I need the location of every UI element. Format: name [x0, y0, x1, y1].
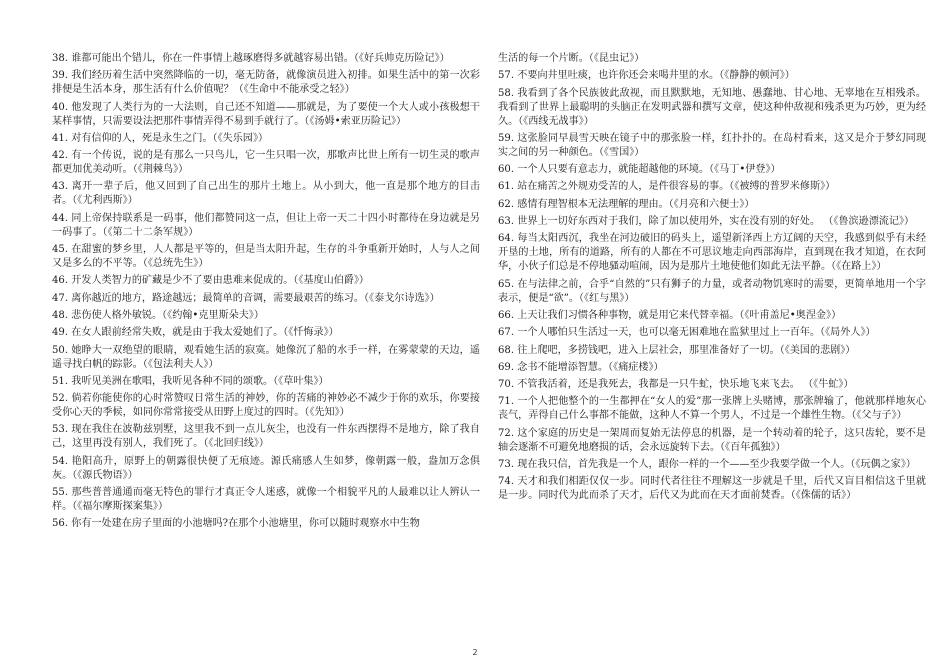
quote-entry: 51. 我听见美洲在歌唱，我听见各种不同的颂歌。（《草叶集》） — [52, 375, 329, 387]
quote-entry: 74. 天才和我们相距仅仅一步。同时代者往往不理解这一步就是千里，后代又盲目相信这千里就是一步。同时代为此而杀了天才，后代又为此而在天才面前焚香。（《侏儒的话》） — [498, 476, 926, 502]
right-column — [498, 52, 926, 507]
quote-entry: 53. 现在我住在波勒兹别墅，这里我不到一点儿灰尘，也没有一件东西摆得不是地方，除了我自己，这里再没有别人，我们死了。（《北回归线》） — [52, 424, 480, 450]
quote-entry: 60. 一个人只要有意志力，就能超越他的环境。（《马丁•伊登》） — [498, 164, 781, 176]
quote-entry: 65. 在与法律之前，合乎“自然的”只有狮子的力量，或者动物饥寒时的需要，更简单地用一个字表示，便是“欲”。（《红与黑》） — [498, 278, 926, 304]
quote-entry: 45. 在甜蜜的梦乡里，人人都是平等的，但是当太阳升起，生存的斗争重新开始时，人与人之间又是多么的不平等。（《总统先生》） — [52, 244, 480, 270]
quote-entry: 39. 我们经历着生活中突然降临的一切，毫无防备，就像演员进入初排。如果生活中的第一次彩排便是生活本身，那生活有什么价值呢？（《生命中不能承受之轻》） — [52, 70, 480, 96]
quote-entry: 47. 离你越近的地方，路途越远；最简单的音调，需要最艰苦的练习。（《泰戈尔诗选》） — [52, 292, 440, 304]
quote-entry: 56. 你有一处建在房子里面的小池塘吗?在那个小池塘里，你可以随时观察水中生物 — [52, 518, 420, 530]
quote-entry: 70. 不管我活着，还是我死去，我都是一只牛虻，快乐地飞来飞去。 （《牛虻》） — [498, 379, 854, 391]
quote-entry: 72. 这个家庭的历史是一架周而复始无法停息的机器，是一个转动着的轮子，这只齿轮，要不是轴会逐渐不可避免地磨损的话，会永远旋转下去。（《百年孤独》） — [498, 427, 926, 453]
quote-entry: 63. 世界上一切好东西对于我们，除了加以使用外，实在没有别的好处。 （《鲁滨逊漂流记》） — [498, 216, 915, 228]
quote-entry: 48. 悲伤使人格外敏锐。（《约翰•克里斯朵夫》） — [52, 309, 264, 321]
quote-entry: 52. 倘若你能使你的心时常赞叹日常生活的神妙，你的苦痛的神妙必不减少于你的欢乐，你要接受你心天的季候，如同你常常接受从田野上度过的四时。（《先知》） — [52, 393, 480, 419]
quote-entry: 44. 同上帝保持联系是一码事，他们都赞同这一点，但让上帝一天二十四小时都待在身边就是另一码事了。（《第二十二条军规》） — [52, 212, 480, 238]
quote-entry: 61. 站在痛苦之外规劝受苦的人，是件很容易的事。（《被缚的普罗米修斯》） — [498, 181, 836, 193]
quote-entry: 71. 一个人把他整个的一生都押在“女人的爱”那一张牌上头赌博，那张牌输了，他就那样地灰心丧气，弄得自己什么事都不能做，这种人不算一个男人，不过是一个雄性生物。（《父与子》） — [498, 396, 926, 422]
quote-entry: 43. 离开一辈子后，他又回到了自己出生的那片土地上。从小到大，他一直是那个地方的目击者。（《尤利西斯》） — [52, 181, 480, 207]
quote-entry: 66. 上天让我们习惯各种事物，就是用它来代替幸福。（《叶甫盖尼•奥涅金》） — [498, 309, 842, 321]
quote-entry: 62. 感情有理智根本无法理解的理由。（《月亮和六便士》） — [498, 198, 755, 210]
quote-entry: 49. 在女人跟前经常失败，就是由于我太爱她们了。（《忏悔录》） — [52, 327, 339, 339]
quote-entry: 57. 不要向井里吐痰，也许你还会来喝井里的水。（《静静的顿河》） — [498, 70, 795, 82]
quote-entry: 69. 念书不能增添智慧。（《痛症楼》） — [498, 361, 664, 373]
quote-entry: 64. 每当太阳西沉，我坐在河边破旧的码头上，遥望新泽西上方辽阔的天空，我感到似乎有未经开垦的土地，所有的道路，所有的人都在不可思议地走向西部海岸，直到现在我才知道，在衣阿华，小伙子们总是不停地骚动喧闹，因为是那片土地使他们如此无法平静。（《在路上》） — [498, 233, 926, 273]
quote-entry: 生活的每一个片断。（《昆虫记》） — [498, 53, 645, 64]
left-column — [52, 52, 480, 535]
quote-entry: 46. 开发人类智力的矿藏是少不了要由患难来促成的。（《基度山伯爵》） — [52, 275, 370, 287]
quote-entry: 58. 我看到了各个民族彼此敌视，而且默默地，无知地、愚蠢地、甘心地、无辜地在互相残杀。我看到了世界上最聪明的头脑正在发明武器和撰写文章，使这种仲敌视和残杀更为巧妙，更为经久。（《西线无战事》） — [498, 87, 926, 127]
quote-entry: 67. 一个人哪怕只生活过一天，也可以毫无困难地在监狱里过上一百年。（《局外人》） — [498, 327, 876, 339]
quote-entry: 55. 那些普普通通而毫无特色的罪行才真正令人迷惑，就像一个相貌平凡的人最难以让人辨认一样。（《福尔摩斯探案集》） — [52, 487, 480, 513]
quote-entry: 42. 有一个传说，说的是有那么一只鸟儿，它一生只唱一次，那歌声比世上所有一切生灵的歌声都更加优美动听。（《荆棘鸟》） — [52, 150, 480, 176]
quote-entry: 68. 往上爬吧，多捞钱吧，进入上层社会，那里准备好了一切。（《美国的悲剧》） — [498, 344, 856, 356]
quote-entry: 41. 对有信仰的人，死是永生之门。（《失乐园》） — [52, 132, 269, 144]
quote-entry: 73. 现在我只信，首先我是一个人，跟你一样的一个——至少我要学做一个人。（《玩偶之家》） — [498, 459, 916, 471]
quote-entry: 54. 艳阳高升，原野上的朝露很快便了无痕迹。源氏痛感人生如梦，像朝露一般，盎加万念俱灰。（《源氏物语》） — [52, 455, 480, 481]
quote-entry: 59. 这张脸同早晨雪天映在镜子中的那张脸一样，红扑扑的。在岛村看来，这又是介于梦幻同现实之间的另一种颜色。（《雪国》） — [498, 132, 926, 158]
quote-entry: 50. 她睁大一双绝望的眼睛，观看她生活的寂寞。她像沉了船的水手一样，在雾蒙蒙的天边，遥遥寻找白帆的踪影。（《包法利夫人》） — [52, 344, 480, 370]
quote-entry: 40. 他发现了人类行为的一大法则，自己还不知道——那就是，为了要使一个大人或小孩极想干某样事情，只需要设法把那件事情弄得不易到手就行了。（《汤姆•索亚历险记》） — [52, 101, 480, 127]
page-number: 2 — [472, 648, 478, 657]
quote-entry: 38. 谁都可能出个错儿，你在一件事情上越琢磨得多就越容易出错。（《好兵帅克历险记》） — [52, 53, 450, 64]
